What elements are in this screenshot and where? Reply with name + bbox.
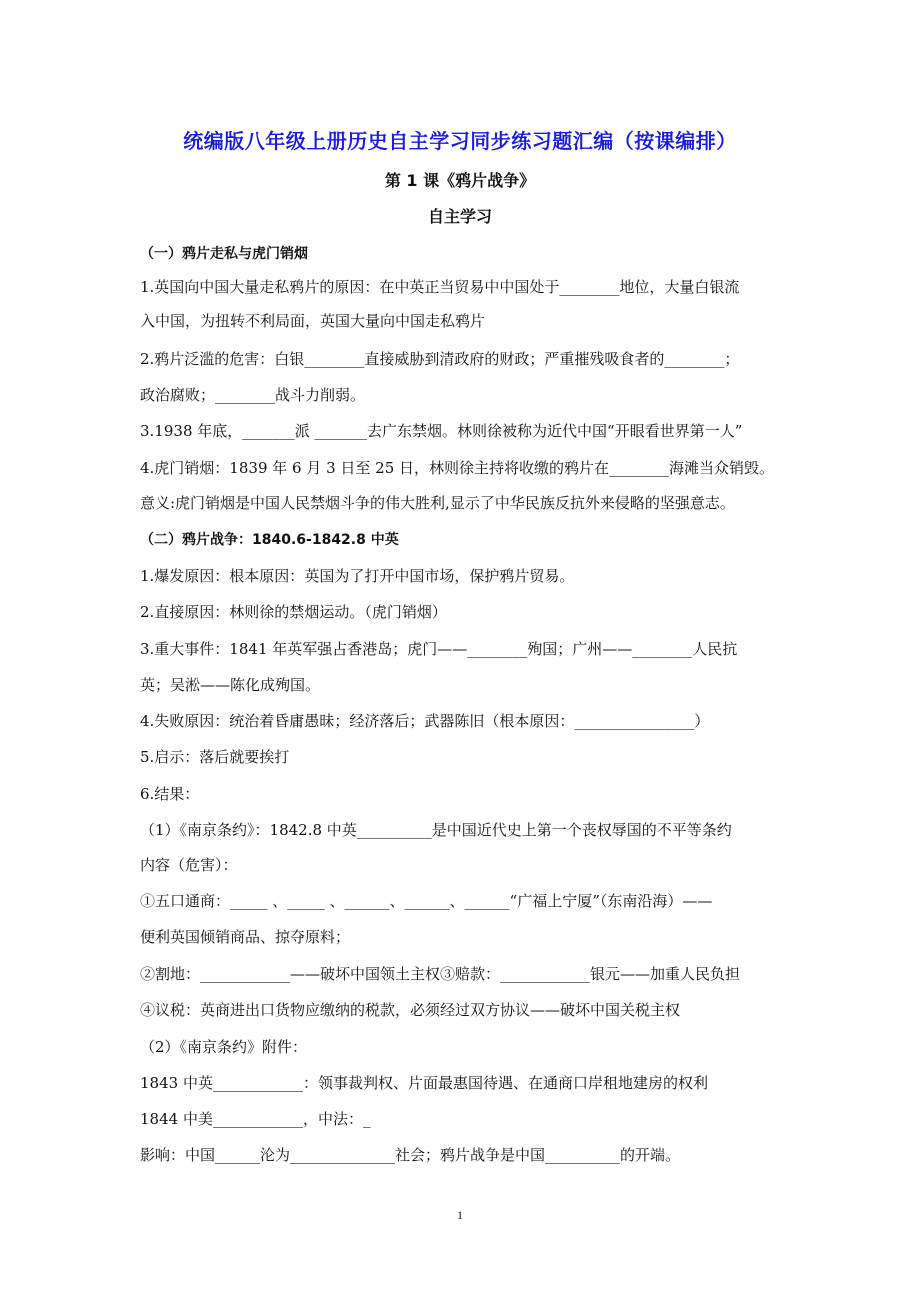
text-line: 便利英国倾销商品、掠夺原料； bbox=[140, 928, 351, 946]
text-line: 2.鸦片泛滥的危害：白银________直接威胁到清政府的财政；严重摧残吸食者的________； bbox=[140, 350, 740, 368]
text-line: （2）《南京条约》附件： bbox=[140, 1038, 308, 1056]
text-line: 4.虎门销烟：1839 年 6 月 3 日至 25 日，林则徐主持将收缴的鸦片在________海滩当众销毁。 bbox=[140, 459, 775, 477]
text-line: 4.失败原因：统治着昏庸愚昧；经济落后；武器陈旧（根本原因：________________） bbox=[140, 712, 710, 730]
document-title: 统编版八年级上册历史自主学习同步练习题汇编（按课编排） bbox=[183, 129, 737, 153]
text-line: 1.爆发原因：根本原因：英国为了打开中国市场，保护鸦片贸易。 bbox=[140, 567, 575, 585]
text-line: 意义:虎门销烟是中国人民禁烟斗争的伟大胜利,显示了中华民族反抗外来侵略的坚强意志。 bbox=[140, 494, 735, 512]
text-line: 6.结果： bbox=[140, 785, 200, 803]
text-line: （1）《南京条约》：1842.8 中英__________是中国近代史上第一个丧权辱国的不平等条约 bbox=[140, 821, 732, 839]
text-line: 英；吴淞——陈化成殉国。 bbox=[140, 676, 321, 694]
text-line: 3.1938 年底，_______派 _______去广东禁烟。林则徐被称为近代中国“开眼看世界第一人” bbox=[140, 422, 743, 440]
text-line: 1.英国向中国大量走私鸦片的原因：在中英正当贸易中中国处于________地位，大量白银流 bbox=[140, 278, 740, 296]
text-line: 入中国，为扭转不利局面，英国大量向中国走私鸦片 bbox=[140, 312, 486, 330]
text-line: 政治腐败；________战斗力削弱。 bbox=[140, 386, 366, 404]
section-title: 自主学习 bbox=[427, 207, 492, 226]
part1-heading: （一）鸦片走私与虎门销烟 bbox=[140, 246, 308, 262]
text-line: 2.直接原因：林则徐的禁烟运动。（虎门销烟） bbox=[140, 603, 447, 621]
page-number: 1 bbox=[457, 1208, 463, 1222]
text-line: ②割地：____________——破坏中国领土主权③赔款：____________银元——加重人民负担 bbox=[140, 965, 741, 983]
part2-heading: （二）鸦片战争：1840.6-1842.8 中英 bbox=[140, 532, 399, 548]
text-line: 影响：中国______沦为______________社会；鸦片战争是中国__________的开端。 bbox=[140, 1146, 681, 1164]
text-line: 1844 中美____________，中法：_ bbox=[140, 1110, 371, 1128]
text-line: 内容（危害）： bbox=[140, 856, 238, 874]
lesson-title: 第 1 课《鸦片战争》 bbox=[384, 171, 536, 190]
text-line: 3.重大事件：1841 年英军强占香港岛；虎门——________殉国；广州——________人民抗 bbox=[140, 640, 738, 658]
text-line: 1843 中英____________：领事裁判权、片面最惠国待遇、在通商口岸租地建房的权利 bbox=[140, 1074, 708, 1092]
text-line: 5.启示：落后就要挨打 bbox=[140, 748, 290, 766]
text-line: ④议税：英商进出口货物应缴纳的税款，必须经过双方协议——破坏中国关税主权 bbox=[140, 1001, 681, 1019]
text-line: ①五口通商：_____ 、_____ 、______、______、______“广福上宁厦”（东南沿海）—— bbox=[140, 892, 713, 910]
